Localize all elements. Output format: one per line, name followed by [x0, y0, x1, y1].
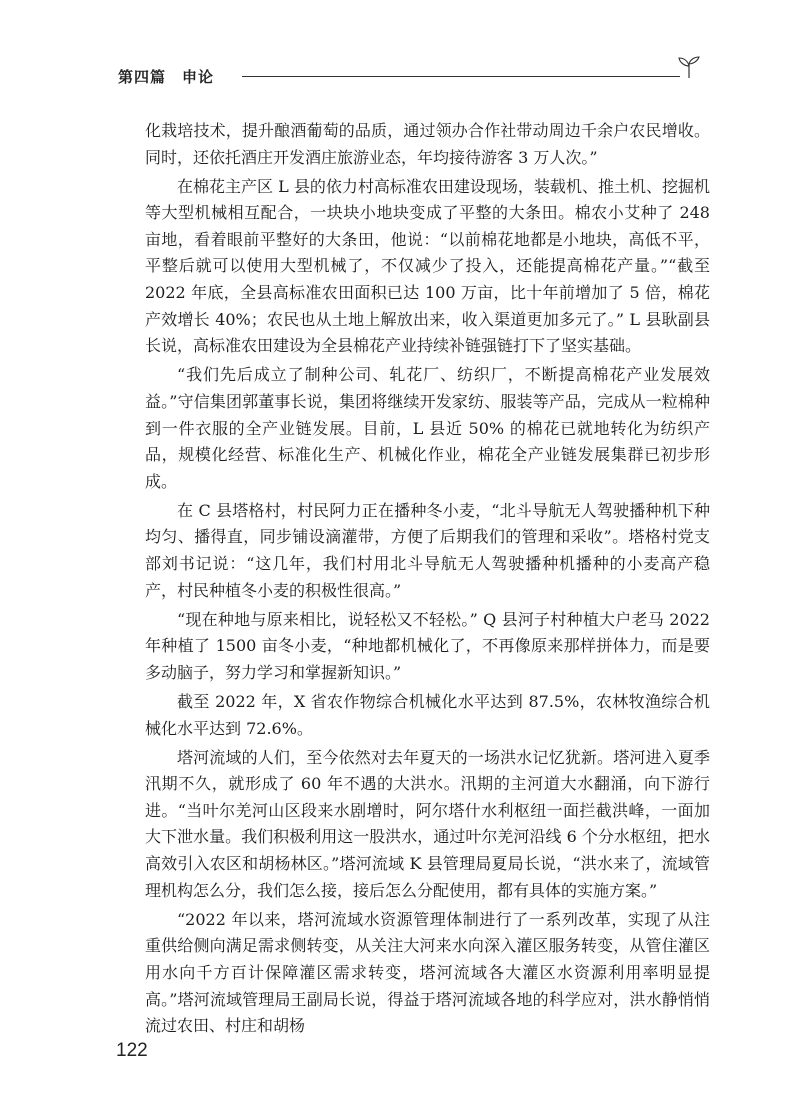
paragraph: “2022 年以来，塔河流域水资源管理体制进行了一系列改革，实现了从注重供给侧向满足需求侧转变，从关注大河来水向深入灌区服务转变，从管住灌区用水向千方百计保障灌区需求转变，塔河流域各大灌区水资源利用率明显提高。”塔河流域管理局王副局长说，得益于塔河流域各地的科学应对，洪水静悄悄流过农田、村庄和胡杨: [145, 909, 710, 1036]
paragraph: “现在种地与原来相比，说轻松又不轻松。” Q 县河子村种植大户老马 2022 年种植了 1500 亩冬小麦，“种地都机械化了，不再像原来那样拼体力，而是要多动脑子，努力学习和掌握新知识。”: [145, 609, 710, 682]
paragraph: 截至 2022 年，X 省农作物综合机械化水平达到 87.5%，农林牧渔综合机械化水平达到 72.6%。: [145, 691, 710, 738]
paragraph-continued: 化栽培技术，提升酿酒葡萄的品质，通过领办合作社带动周边千余户农民增收。同时，还依托酒庄开发酒庄旅游业态，年均接待游客 3 万人次。”: [145, 121, 710, 167]
paragraph: 在棉花主产区 L 县的依力村高标准农田建设现场，装载机、推土机、挖掘机等大型机械相互配合，一块块小地块变成了平整的大条田。棉农小艾种了 248 亩地，看着眼前平整好的大条田，他说：“以前棉花地都是小地块，高低不平，平整后就可以使用大型机械了，不仅减少了投入，还能提高棉花产量。”“截至 2022 年底，全县高标准农田面积已达 100 万亩，比十年前增加了 5 倍，棉花产效增长 40%；农民也从土地上解放出来，收入渠道更加多元了。” L 县耿副县长说，高标准农田建设为全县棉花产业持续补链强链打下了坚实基础。: [145, 176, 710, 356]
header-rule: [242, 76, 680, 77]
section-title: 第四篇 申论: [118, 68, 215, 86]
body-text: [145, 118, 710, 1042]
page-number: 122: [116, 1040, 148, 1061]
paragraph: 在 C 县塔格村，村民阿力正在播种冬小麦，“北斗导航无人驾驶播种机下种均匀、播得直，同步铺设滴灌带，方便了后期我们的管理和采收”。塔格村党支部刘书记说：“这几年，我们村用北斗导航无人驾驶播种机播种的小麦高产稳产，村民种植冬小麦的积极性很高。”: [145, 500, 710, 600]
paragraph: “我们先后成立了制种公司、轧花厂、纺织厂，不断提高棉花产业发展效益。”守信集团郭董事长说，集团将继续开发家纺、服装等产品，完成从一粒棉种到一件衣服的全产业链发展。目前，L 县近 50% 的棉花已就地转化为纺织产品，规模化经营、标准化生产、机械化作业，棉花全产业链发展集群已初步形成。: [145, 365, 710, 491]
sprout-icon: [676, 54, 702, 80]
paragraph: 塔河流域的人们，至今依然对去年夏天的一场洪水记忆犹新。塔河进入夏季汛期不久，就形成了 60 年不遇的大洪水。汛期的主河道大水翻涌，向下游行进。“当叶尔羌河山区段来水剧增时，阿尔塔什水利枢纽一面拦截洪峰，一面加大下泄水量。我们积极利用这一股洪水，通过叶尔羌河沿线 6 个分水枢纽，把水高效引入农区和胡杨林区。”塔河流域 K 县管理局夏局长说，“洪水来了，流域管理机构怎么分，我们怎么接，接后怎么分配使用，都有具体的实施方案。”: [145, 747, 710, 900]
page-header: [110, 62, 700, 92]
